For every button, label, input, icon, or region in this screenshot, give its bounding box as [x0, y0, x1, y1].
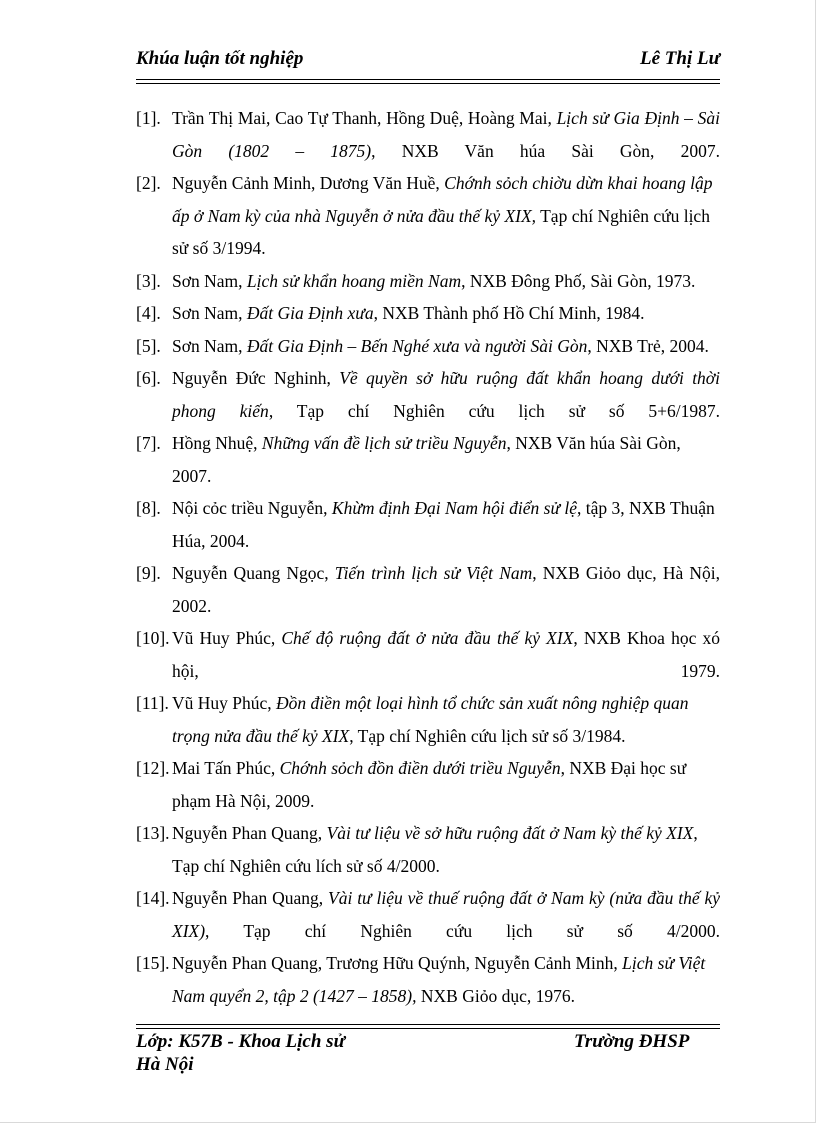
- reference-authors: Nguyễn Phan Quang, Trương Hữu Quýnh, Nguyễn Cảnh Minh,: [172, 953, 623, 973]
- reference-item: [136, 882, 720, 947]
- reference-number: [6].: [136, 368, 161, 388]
- reference-publisher: NXB Giỏo dục, 1976.: [416, 985, 575, 1006]
- reference-number: [3].: [136, 270, 161, 291]
- reference-publisher: , NXB Văn húa Sài Gòn, 2007.: [371, 140, 720, 161]
- reference-publisher: , NXB Thành phố Hồ Chí Minh, 1984.: [373, 303, 645, 323]
- reference-authors: Vũ Huy Phúc,: [172, 628, 282, 648]
- reference-title: Chế độ ruộng đất ở nửa đầu thế kỷ XIX: [281, 628, 574, 648]
- reference-item: [136, 427, 720, 492]
- reference-title: Về quyền sở hữu ruộng đất khẩn hoang dưới thời phong kiến: [172, 368, 721, 421]
- reference-authors: Nội cỏc triều Nguyễn,: [172, 498, 332, 518]
- header-rule: [136, 79, 720, 84]
- reference-title: Lịch sử Việt Nam quyển 2, tập 2 (1427 – 1858),: [172, 953, 706, 1006]
- reference-number: [5].: [136, 335, 161, 356]
- header-author: Lê Thị Lư: [640, 48, 720, 69]
- reference-number: [13].: [136, 823, 170, 843]
- reference-item: [136, 265, 720, 298]
- reference-authors: Vũ Huy Phúc,: [172, 693, 277, 713]
- reference-authors: Nguyễn Phan Quang,: [172, 823, 327, 843]
- reference-item: [136, 557, 720, 622]
- reference-title: Những vấn đề lịch sử triều Nguyễn: [261, 433, 507, 453]
- reference-number: [14].: [136, 888, 170, 908]
- reference-publisher: , NXB Đại học sư phạm Hà Nội, 2009.: [172, 758, 687, 811]
- reference-authors: Mai Tấn Phúc,: [172, 758, 280, 778]
- reference-authors: Nguyễn Quang Ngọc,: [172, 563, 335, 583]
- reference-authors: Sơn Nam,: [172, 270, 247, 291]
- reference-title: Vài tư liệu về sở hữu ruộng đất ở Nam kỳ thế kỷ XIX: [326, 823, 694, 843]
- reference-item: [136, 167, 720, 265]
- reference-authors: Trần Thị Mai, Cao Tự Thanh, Hồng Duệ, Hoàng Mai,: [172, 108, 557, 128]
- reference-authors: Hồng Nhuệ,: [172, 433, 262, 453]
- reference-item: [136, 947, 720, 1012]
- reference-item: [136, 687, 720, 752]
- reference-authors: Nguyễn Phan Quang,: [172, 888, 329, 908]
- reference-publisher: , NXB Giỏo dục, Hà Nội, 2002.: [172, 563, 721, 616]
- reference-publisher: , NXB Khoa học xó hội, 1979.: [172, 628, 721, 681]
- reference-authors: Sơn Nam,: [172, 303, 247, 323]
- reference-number: [7].: [136, 433, 161, 453]
- reference-number: [2].: [136, 173, 161, 193]
- reference-item: [136, 492, 720, 557]
- page-header: [136, 48, 720, 74]
- reference-title: Đất Gia Định – Bến Nghé xưa và người Sài Gòn: [246, 335, 588, 356]
- reference-publisher: , Tạp chí Nghiên cứu lịch sử số 3/1984.: [349, 725, 626, 746]
- footer-class: Lớp: K57B - Khoa Lịch sử: [136, 1031, 345, 1052]
- reference-item: [136, 297, 720, 330]
- reference-title: Khừm định Đại Nam hội điển sử lệ: [331, 498, 578, 518]
- footer-rule: [136, 1024, 720, 1029]
- reference-title: Đất Gia Định xưa: [246, 303, 374, 323]
- reference-number: [11].: [136, 693, 169, 713]
- reference-authors: Nguyễn Cảnh Minh, Dương Văn Huề,: [172, 173, 445, 193]
- reference-publisher: , tập 3, NXB Thuận Húa, 2004.: [172, 498, 715, 551]
- reference-number: [1].: [136, 108, 161, 128]
- footer-university: Trường ĐHSP: [574, 1031, 690, 1052]
- reference-publisher: Tạp chí Nghiên cứu lịch sử số 3/1994.: [172, 205, 710, 258]
- reference-list: [136, 102, 720, 1012]
- reference-number: [12].: [136, 758, 170, 778]
- reference-title: Vài tư liệu về thuế ruộng đất ở Nam kỳ (nửa đầu thế kỷ XIX): [172, 888, 720, 941]
- reference-number: [4].: [136, 303, 161, 323]
- reference-publisher: , NXB Đông Phố, Sài Gòn, 1973.: [461, 270, 696, 291]
- reference-publisher: , Tạp chí Nghiên cứu lích sử số 4/2000.: [172, 823, 698, 876]
- reference-title: Chớnh sỏch chiờu dừn khai hoang lập ấp ở Nam kỳ của nhà Nguyễn ở nửa đầu thế kỷ XIX,: [172, 173, 713, 226]
- reference-number: [10].: [136, 628, 170, 648]
- reference-item: [136, 330, 720, 363]
- reference-publisher: , NXB Văn húa Sài Gòn, 2007.: [172, 433, 681, 486]
- reference-title: Lịch sử khẩn hoang miền Nam: [246, 270, 462, 291]
- reference-publisher: , NXB Trẻ, 2004.: [587, 335, 709, 356]
- reference-number: [8].: [136, 498, 161, 518]
- reference-publisher: , Tạp chí Nghiên cứu lịch sử số 5+6/1987.: [268, 400, 720, 421]
- reference-item: [136, 817, 720, 882]
- footer-city: Hà Nội: [136, 1054, 194, 1075]
- reference-item: [136, 102, 720, 167]
- reference-authors: Sơn Nam,: [172, 335, 247, 356]
- reference-publisher: , Tạp chí Nghiên cứu lịch sử số 4/2000.: [205, 920, 720, 941]
- header-thesis-title: Khúa luận tốt nghiệp: [136, 48, 304, 69]
- reference-item: [136, 752, 720, 817]
- reference-title: Chớnh sỏch đồn điền dưới triều Nguyễn: [279, 758, 561, 778]
- reference-title: Tiến trình lịch sử Việt Nam: [334, 563, 533, 583]
- reference-number: [15].: [136, 953, 170, 973]
- reference-number: [9].: [136, 563, 161, 583]
- reference-title: Đồn điền một loại hình tổ chức sản xuất nông nghiệp quan trọng nửa đầu thế kỷ XIX: [172, 693, 689, 746]
- reference-item: [136, 362, 720, 427]
- reference-item: [136, 622, 720, 687]
- reference-authors: Nguyễn Đức Nghinh,: [172, 368, 340, 388]
- reference-title: Lịch sử Gia Định – Sài Gòn (1802 – 1875): [172, 108, 720, 161]
